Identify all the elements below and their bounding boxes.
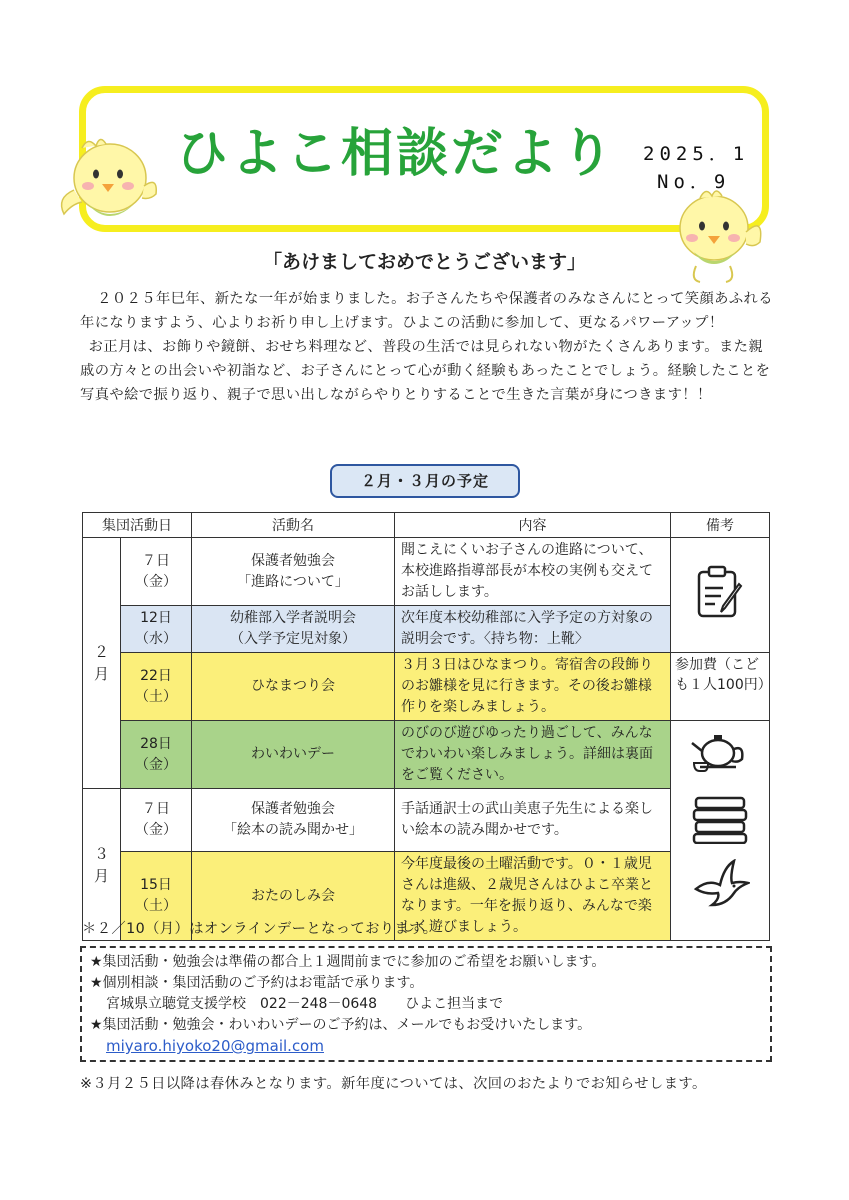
content-cell: 聞こえにくいお子さんの進路について、本校進路指導部長が本校の実例も交えてお話しします。 [395,538,671,606]
closing-note: ※３月２５日以降は春休みとなります。新年度については、次回のおたよりでお知らせします。 [80,1076,707,1092]
notes-cell [671,538,770,653]
activity-subname: 「進路について」 [237,573,349,590]
activity-cell [192,538,395,606]
content-cell: のびのび遊びゆったり過ごして、みんなでわいわい楽しみましょう。詳細は裏面をご覧ください。 [395,721,671,789]
schedule-label: ２月・３月の予定 [330,464,520,498]
weekday: （土） [135,688,177,705]
activity-cell [192,606,395,653]
content-cell: 今年度最後の土曜活動です。０・１歳児さんは進級、２歳児さんはひよこ卒業となります。一年を振り返り、みんなで楽しく遊びましょう。 [395,852,671,941]
activity-subname: （入学予定児対象） [230,631,356,647]
content-cell: 次年度本校幼稚部に入学予定の方対象の説明会です。〈持ち物：上靴〉 [395,606,671,653]
notice-line: ★個別相談・集団活動のご予約はお電話で承ります。 [90,975,424,991]
page-title: ひよこ相談だより [176,124,617,184]
issue-year-month: 2025．1 [643,143,750,165]
email-link[interactable]: miyaro.hiyoko20@gmail.com [106,1037,324,1055]
fee-note: 参加費（こども１人100円） [671,653,770,721]
notice-line: ★集団活動・勉強会・わいわいデーのご予約は、メールでもお受けいたします。 [90,1017,592,1033]
activity-cell [192,789,395,852]
activity-name: おたのしみ会 [251,887,335,904]
table-row [83,653,770,721]
activity-subname: 「絵本の読み聞かせ」 [223,822,363,838]
day: 28日 [140,735,172,752]
day: 22日 [140,667,172,684]
table-row [83,606,770,653]
activity-cell [192,721,395,789]
header-date: 集団活動日 [83,513,192,538]
notes-icons-cell [671,721,770,941]
date-cell [121,606,192,653]
issue-number: No．9 [657,171,731,193]
greeting-heading: 「あけましておめでとうございます」 [262,251,586,273]
schedule-table [82,512,770,941]
activity-cell [192,653,395,721]
books-icon [690,794,750,844]
day: 15日 [140,877,172,893]
bird-icon [690,859,750,911]
table-row [83,721,770,789]
content-cell: ３月３日はひなまつり。寄宿舎の段飾りのお雛様を見に行きます。その後お雛様作りを楽しみましょう。 [395,653,671,721]
weekday: （土） [135,898,177,914]
date-cell [121,789,192,852]
content-cell: 手話通訳士の武山美恵子先生による楽しい絵本の読み聞かせです。 [395,789,671,852]
teapot-icon [690,727,750,773]
body-paragraph-2: お正月は、お飾りや鏡餅、おせち料理など、普段の生活では見られない物がたくさんあります。また親戚の方々との出会いや初詣など、お子さんにとって心が動く経験もあったことでしょう。経験したことを写真や絵で振り返り、親子で思い出しながらやりとりすることで生きた言葉が身につきます！！ [80,339,771,403]
header-name: 活動名 [192,513,395,538]
header-notes: 備考 [671,513,770,538]
weekday: （金） [135,756,177,773]
table-header-row [83,513,770,538]
month-mar-label: ３ 月 [93,844,109,885]
activity-name: ひなまつり会 [251,678,335,694]
date-cell [121,653,192,721]
day: ７日 [142,801,170,817]
notice-line: ★集団活動・勉強会は準備の都合上１週間前までに参加のご希望をお願いします。 [90,954,606,970]
chick-icon [52,128,162,238]
contact-phone: 宮城県立聴覚支援学校 022－248－0648 ひよこ担当まで [106,996,504,1012]
activity-name: 保護者勉強会 [251,552,335,569]
table-row [83,538,770,606]
activity-name: 保護者勉強会 [251,801,335,817]
month-feb-label: ２ 月 [93,643,109,683]
month-feb [83,538,121,789]
notice-box [80,946,772,1062]
weekday: （金） [135,573,177,590]
day: 12日 [140,610,172,626]
day: ７日 [142,552,170,569]
activity-name: わいわいデー [251,746,335,762]
weekday: （金） [135,822,177,838]
weekday: （水） [135,631,177,647]
date-cell [121,721,192,789]
activity-name: 幼稚部入学者説明会 [230,610,356,626]
table-row [83,789,770,852]
body-paragraph-1: ２０２５年巳年、新たな一年が始まりました。お子さんたちや保護者のみなさんにとって笑顔あふれる年になりますよう、心よりお祈り申し上げます。ひよこの活動に参加して、更なるパワーアップ！ [80,291,773,331]
online-day-note: ＊２／10（月）はオンラインデーとなっております。 [82,921,438,937]
header-content: 内容 [395,513,671,538]
clipboard-icon [693,564,747,620]
date-cell [121,538,192,606]
body-text [80,287,775,407]
